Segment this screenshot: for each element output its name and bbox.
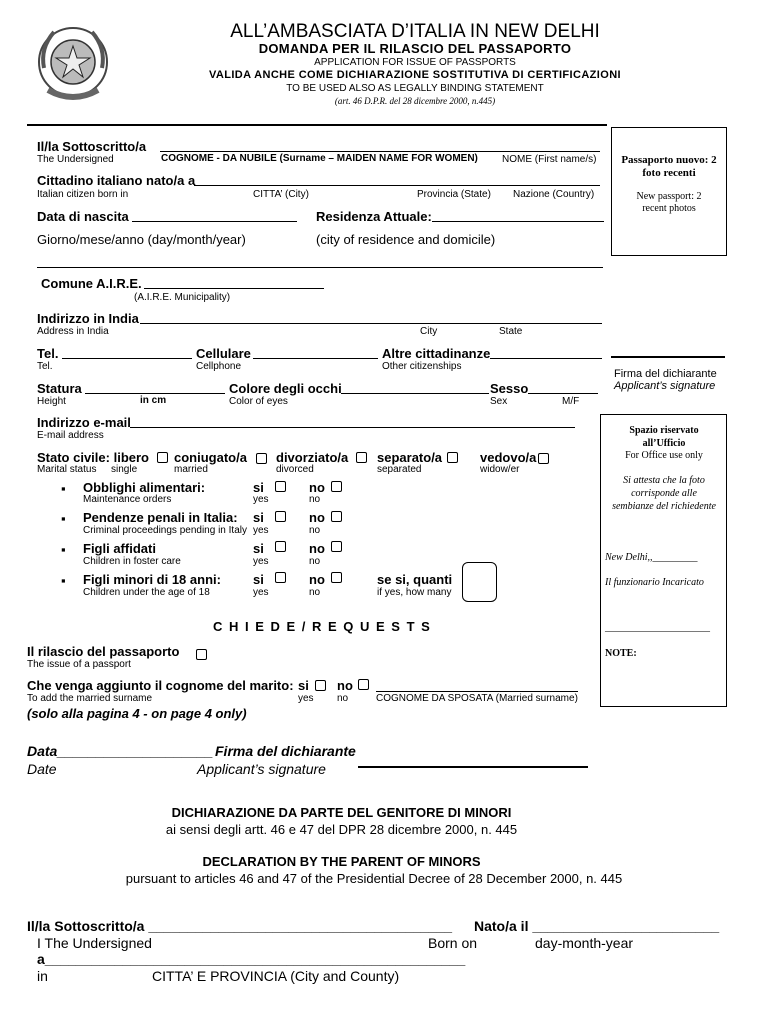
checkbox-marito-no[interactable] xyxy=(358,679,369,690)
request-rilascio: Il rilascio del passaporto xyxy=(27,644,180,659)
bullet-icon: ▪ xyxy=(61,573,66,588)
field-data-nascita-label: Data di nascita xyxy=(37,209,129,224)
bullet-icon: ▪ xyxy=(61,511,66,526)
no-label: no xyxy=(337,678,353,693)
parents-dmy: day-month-year xyxy=(535,935,634,951)
parents-in: in xyxy=(37,968,48,984)
checkbox-penali-no[interactable] xyxy=(331,511,342,522)
no-en-label: no xyxy=(309,556,321,567)
form-subtitle-en: APPLICATION FOR ISSUE OF PASSPORTS xyxy=(314,57,516,68)
checkbox-libero[interactable] xyxy=(157,452,168,463)
validity-note: VALIDA ANCHE COME DICHIARAZIONE SOSTITUTIVA DI CERTIFICAZIONI xyxy=(208,69,622,81)
quanti-label: se si, quanti xyxy=(377,572,453,587)
field-cognome-label: COGNOME - DA NUBILE (Surname – MAIDEN NAME FOR WOMEN) xyxy=(161,153,478,164)
checkbox-minori-no[interactable] xyxy=(331,572,342,583)
no-en-label: no xyxy=(309,587,321,598)
field-citizen-born-label: Italian citizen born in xyxy=(37,189,129,200)
no-en-label: no xyxy=(337,693,349,704)
married-surname-label: COGNOME DA SPOSATA (Married surname) xyxy=(376,693,578,704)
yes-en-label: yes xyxy=(253,587,269,598)
bullet-icon: ▪ xyxy=(61,481,66,496)
checkbox-coniugato[interactable] xyxy=(256,453,267,464)
field-email-en-label: E-mail address xyxy=(37,430,104,441)
marital-divorced-en: divorced xyxy=(276,464,314,475)
field-cittadino-label: Cittadino italiano nato/a a xyxy=(37,173,196,188)
field-mf-label: M/F xyxy=(562,396,580,407)
request-cognome-marito: Che venga aggiunto il cognome del marito: xyxy=(27,678,294,693)
office-sign-line[interactable]: _____________________ xyxy=(605,622,710,633)
marital-married-en: married xyxy=(174,464,208,475)
checkbox-marito-si[interactable] xyxy=(315,680,326,691)
field-in-cm-label: in cm xyxy=(140,395,167,406)
checkbox-alimentari-si[interactable] xyxy=(275,481,286,492)
office-box-subtitle: For Office use only xyxy=(625,450,703,461)
request-add-married-en: To add the married surname xyxy=(27,693,153,704)
question-alimentari-en: Maintenance orders xyxy=(83,494,172,505)
office-note: NOTE: xyxy=(605,648,637,659)
question-alimentari: Obblighi alimentari: xyxy=(83,480,206,495)
yes-en-label: yes xyxy=(253,494,269,505)
checkbox-affidati-si[interactable] xyxy=(275,541,286,552)
marital-label-en: Marital status xyxy=(37,464,97,475)
field-undersigned-label: The Undersigned xyxy=(37,154,114,165)
field-statura-label: Statura xyxy=(37,381,82,396)
form-subtitle: DOMANDA PER IL RILASCIO DEL PASSAPORTO xyxy=(258,41,572,56)
no-label: no xyxy=(309,541,325,556)
date-en-label: Date xyxy=(27,761,57,777)
yes-en-label: yes xyxy=(298,693,314,704)
yes-label: si xyxy=(298,678,309,693)
parents-citta-prov: CITTA’ E PROVINCIA (City and County) xyxy=(152,968,400,984)
page-title: ALL’AMBASCIATA D’ITALIA IN NEW DELHI xyxy=(230,21,600,42)
parents-title-en: DECLARATION BY THE PARENT OF MINORS xyxy=(202,854,481,869)
bottom-signature-label: Firma del dichiarante xyxy=(215,743,356,759)
date-label: Data____________________ xyxy=(27,743,214,759)
checkbox-alimentari-no[interactable] xyxy=(331,481,342,492)
field-height-en-label: Height xyxy=(37,396,66,407)
field-cellulare-label: Cellulare xyxy=(196,346,251,361)
checkbox-minori-si[interactable] xyxy=(275,572,286,583)
yes-label: si xyxy=(253,480,264,495)
field-other-citz-label: Other citizenships xyxy=(382,361,462,372)
office-box-title: Spazio riservato all’Ufficio xyxy=(629,425,699,449)
field-aire-mun-label: (A.I.R.E. Municipality) xyxy=(134,292,231,303)
yes-en-label: yes xyxy=(253,525,269,536)
signature-label: Firma del dichiarante xyxy=(614,368,717,380)
section-rule xyxy=(27,124,607,126)
photo-box-subtitle: New passport: 2 recent photos xyxy=(636,191,702,214)
signature-label-en: Applicant’s signature xyxy=(614,380,716,392)
field-city-res-label: (city of residence and domicile) xyxy=(316,232,496,247)
yes-label: si xyxy=(253,541,264,556)
question-minori-en: Children under the age of 18 xyxy=(83,587,210,598)
signature-line-right xyxy=(611,356,725,358)
marital-separato: separato/a xyxy=(377,450,443,465)
field-cell-input[interactable] xyxy=(253,347,378,359)
law-reference: (art. 46 D.P.R. del 28 dicembre 2000, n.445) xyxy=(334,96,496,106)
field-tel-input[interactable] xyxy=(62,347,192,359)
question-affidati-en: Children in foster care xyxy=(83,556,181,567)
parents-sub-en: pursuant to articles 46 and 47 of the Presidential Decree of 28 December 2000, n. 445 xyxy=(125,871,623,886)
validity-note-en: TO BE USED ALSO AS LEGALLY BINDING STATEMENT xyxy=(286,83,544,94)
marital-vedovo: vedovo/a xyxy=(480,450,537,465)
requests-heading: C H I E D E / R E Q U E S T S xyxy=(213,619,432,634)
checkbox-vedovo[interactable] xyxy=(538,453,549,464)
field-tel-label: Tel. xyxy=(37,346,59,361)
no-en-label: no xyxy=(309,494,321,505)
field-residence-input[interactable] xyxy=(432,210,604,222)
page4-note: (solo alla pagina 4 - on page 4 only) xyxy=(27,706,247,721)
field-nazione-label: Nazione (Country) xyxy=(513,189,595,200)
no-en-label: no xyxy=(309,525,321,536)
marital-coniugato: coniugato/a xyxy=(174,450,247,465)
parents-sottoscritto[interactable]: Il/la Sottoscritto/a _______________________________________ xyxy=(27,918,453,934)
parents-a-line[interactable]: a______________________________________________________ xyxy=(37,951,466,967)
parents-born-on: Born on xyxy=(428,935,478,951)
checkbox-divorziato[interactable] xyxy=(356,452,367,463)
yes-label: si xyxy=(253,572,264,587)
parents-sub-it: ai sensi degli artt. 46 e 47 del DPR 28 dicembre 2000, n. 445 xyxy=(165,822,518,837)
field-address-india-label: Address in India xyxy=(37,326,109,337)
field-citizenships-input[interactable] xyxy=(490,347,602,359)
married-surname-input[interactable] xyxy=(376,680,578,692)
field-comune-label: Comune A.I.R.E. xyxy=(41,276,142,291)
field-indirizzo-india-label: Indirizzo in India xyxy=(37,311,139,326)
field-residenza-label: Residenza Attuale: xyxy=(316,209,432,224)
marital-single-en: single xyxy=(111,464,138,475)
request-issue-en: The issue of a passport xyxy=(27,659,131,670)
quanti-input[interactable] xyxy=(462,562,497,602)
checkbox-penali-si[interactable] xyxy=(275,511,286,522)
field-state-label: State xyxy=(499,326,523,337)
question-penali: Pendenze penali in Italia: xyxy=(83,510,238,525)
field-aire-input[interactable] xyxy=(144,277,324,289)
office-place: New Delhi,,_________ xyxy=(605,552,698,563)
field-email-label: Indirizzo e-mail xyxy=(37,415,131,430)
parents-undersigned: I The Undersigned xyxy=(37,935,152,951)
field-sex-input[interactable] xyxy=(528,382,598,394)
question-minori: Figli minori di 18 anni: xyxy=(83,572,221,587)
quanti-label-en: if yes, how many xyxy=(377,587,452,598)
parents-title-it: DICHIARAZIONE DA PARTE DEL GENITORE DI MINORI xyxy=(171,805,512,820)
field-colore-label: Colore degli occhi xyxy=(229,381,342,396)
question-penali-en: Criminal proceedings pending in Italy xyxy=(83,525,247,536)
no-label: no xyxy=(309,480,325,495)
no-label: no xyxy=(309,572,325,587)
emblem-seal xyxy=(34,18,112,102)
field-giorno-label: Giorno/mese/anno (day/month/year) xyxy=(37,232,246,247)
office-officer: Il funzionario Incaricato xyxy=(605,577,704,588)
checkbox-separato[interactable] xyxy=(447,452,458,463)
yes-en-label: yes xyxy=(253,556,269,567)
checkbox-affidati-no[interactable] xyxy=(331,541,342,552)
field-cellphone-label: Cellphone xyxy=(196,361,242,372)
bullet-icon: ▪ xyxy=(61,542,66,557)
field-city-label: City xyxy=(420,326,438,337)
field-tel-en-label: Tel. xyxy=(37,361,53,372)
parents-nato[interactable]: Nato/a il ________________________ xyxy=(474,918,720,934)
office-attest: Si attesta che la foto corrisponde alle sembianze del richiedente xyxy=(612,475,716,512)
field-birthdate-input[interactable] xyxy=(132,210,297,222)
field-altre-label: Altre cittadinanze xyxy=(382,346,491,361)
field-residence-line[interactable] xyxy=(37,256,603,268)
question-affidati: Figli affidati xyxy=(83,541,156,556)
photo-box-title: Passaporto nuovo: 2 foto recenti xyxy=(621,154,717,179)
checkbox-rilascio[interactable] xyxy=(196,649,207,660)
field-sesso-label: Sesso xyxy=(490,381,529,396)
marital-label: Stato civile: libero xyxy=(37,450,149,465)
marital-separated-en: separated xyxy=(377,464,422,475)
field-nome-label: NOME (First name/s) xyxy=(502,154,597,165)
field-eyes-en-label: Color of eyes xyxy=(229,396,288,407)
field-citta-label: CITTA’ (City) xyxy=(253,189,309,200)
field-sottoscritto-label: Il/la Sottoscritto/a xyxy=(37,139,147,154)
field-india-address-input[interactable] xyxy=(140,312,602,324)
field-sex-en-label: Sex xyxy=(490,396,508,407)
no-label: no xyxy=(309,510,325,525)
marital-divorziato: divorziato/a xyxy=(276,450,349,465)
bottom-signature-line[interactable] xyxy=(358,766,588,768)
field-sottoscritto-input[interactable] xyxy=(160,140,600,152)
field-birthplace-input[interactable] xyxy=(194,174,600,186)
bottom-signature-en: Applicant’s signature xyxy=(197,761,326,777)
field-height-input[interactable] xyxy=(85,382,225,394)
marital-widow-en: widow/er xyxy=(480,464,520,475)
field-email-input[interactable] xyxy=(130,416,575,428)
field-provincia-label: Provincia (State) xyxy=(417,189,491,200)
yes-label: si xyxy=(253,510,264,525)
field-eyes-input[interactable] xyxy=(341,382,489,394)
